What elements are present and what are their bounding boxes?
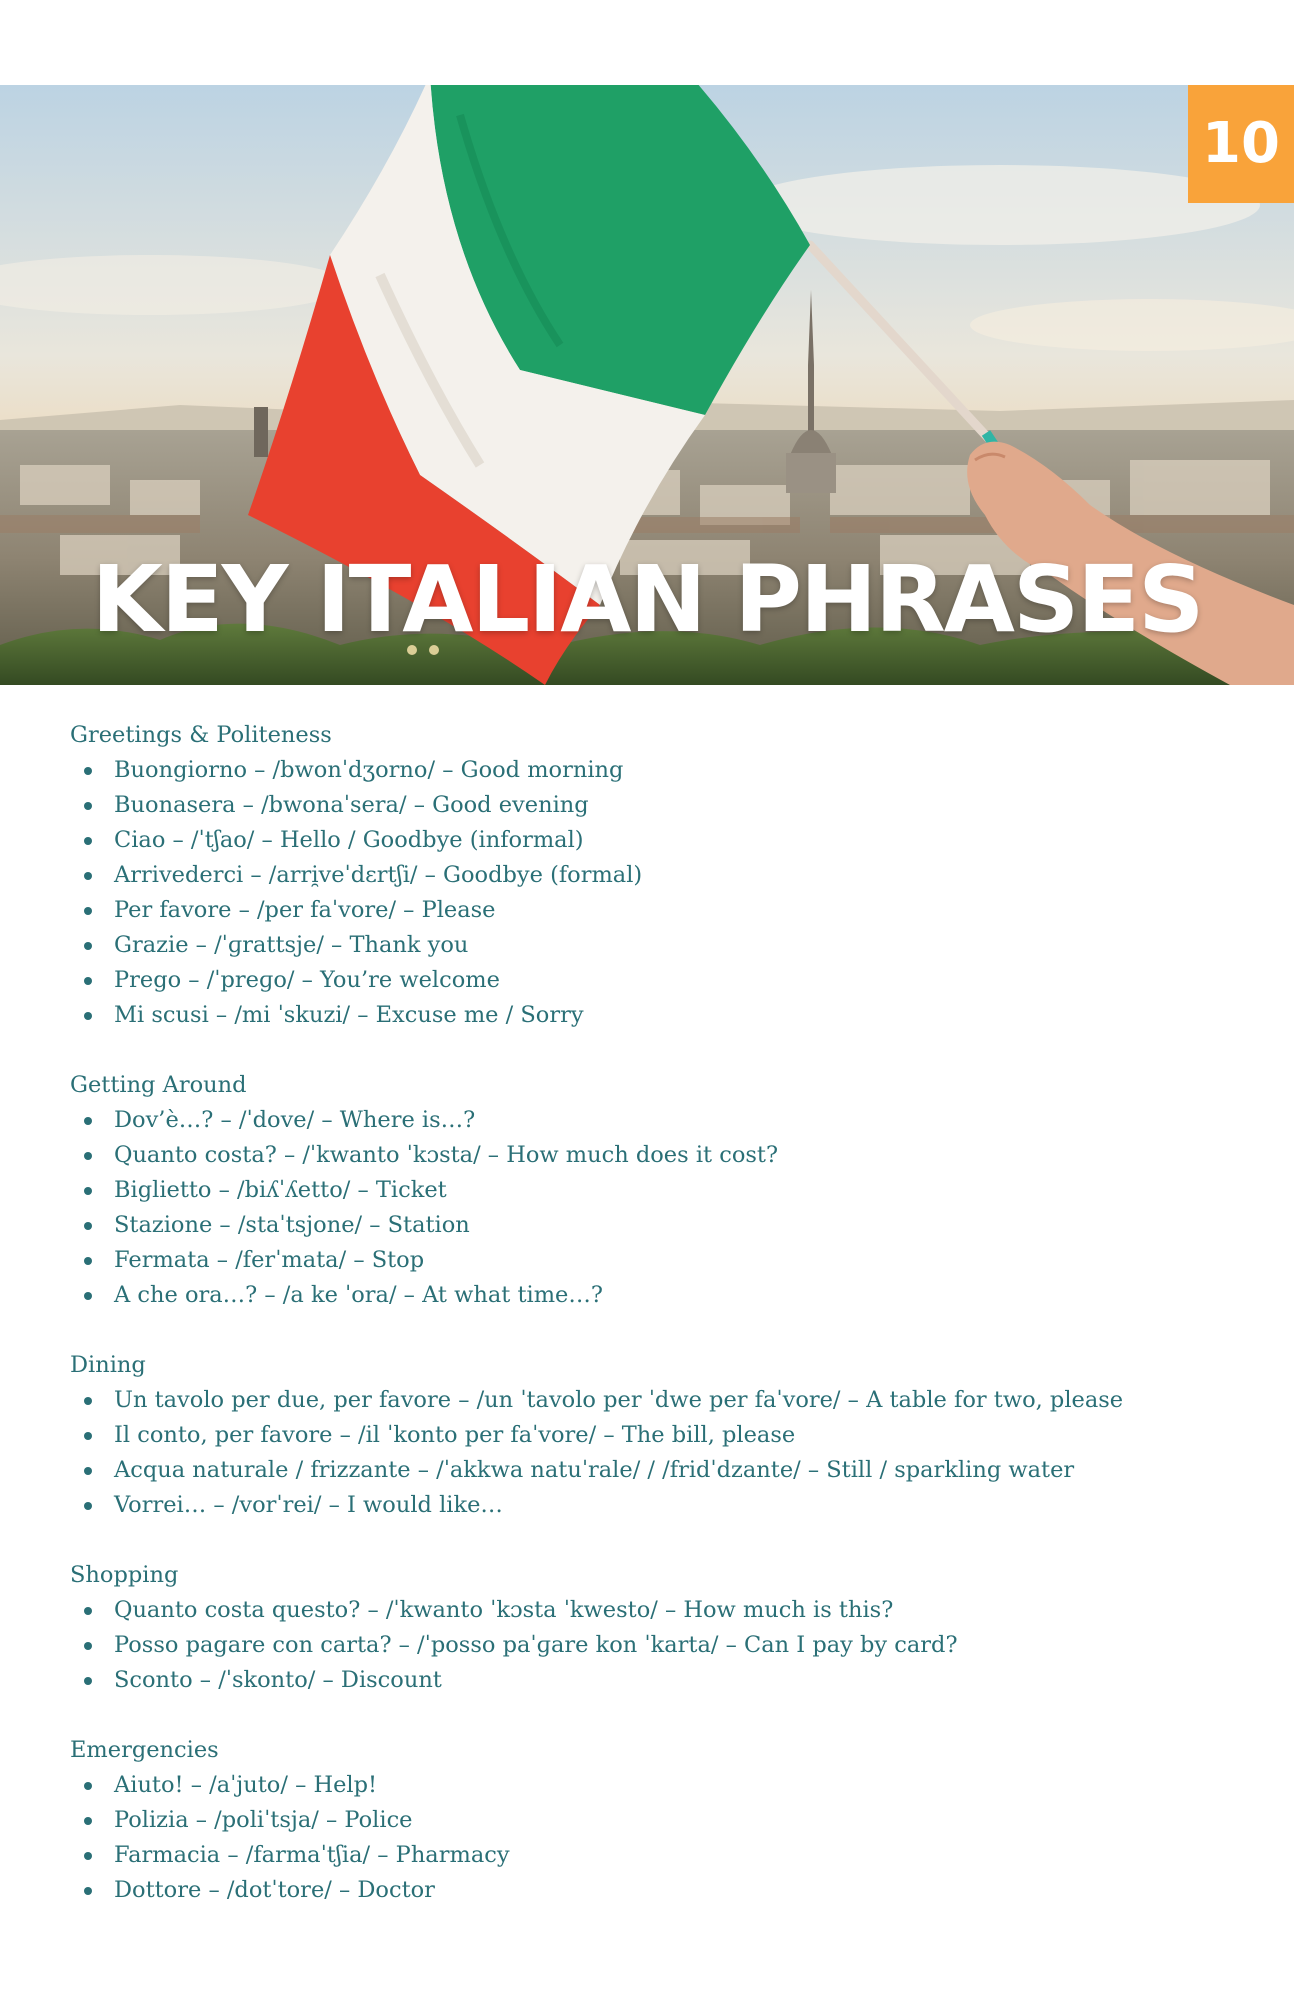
- list-item: [70, 1663, 1250, 1698]
- phrase-text: Quanto costa questo? – /ˈkwanto ˈkɔsta ˈkwesto/ – How much is this?: [114, 1597, 894, 1623]
- phrase-text: Dottore – /dotˈtore/ – Doctor: [114, 1877, 435, 1903]
- phrase-text: Biglietto – /biʎˈʎetto/ – Ticket: [114, 1177, 447, 1203]
- phrase-text: Dov’è…? – /ˈdove/ – Where is…?: [114, 1107, 476, 1133]
- phrase-text: Il conto, per favore – /il ˈkonto per faˈvore/ – The bill, please: [114, 1422, 796, 1448]
- bullet-icon: [84, 1432, 92, 1440]
- bullet-icon: [84, 1467, 92, 1475]
- bullet-icon: [84, 1502, 92, 1510]
- bullet-icon: [84, 1817, 92, 1825]
- phrase-text: Arrivederci – /arri̯veˈdɛrtʃi/ – Goodbye (formal): [114, 862, 643, 888]
- phrase-text: Un tavolo per due, per favore – /un ˈtavolo per ˈdwe per faˈvore/ – A table for two, please: [114, 1387, 1124, 1413]
- phrase-text: Aiuto! – /aˈjuto/ – Help!: [114, 1772, 378, 1798]
- bullet-icon: [84, 872, 92, 880]
- section-getting-around: [70, 1068, 1250, 1313]
- page-number-badge: 10: [1188, 85, 1294, 203]
- list-item: [70, 1803, 1250, 1838]
- bullet-icon: [84, 1222, 92, 1230]
- section-greetings: [70, 718, 1250, 1033]
- section-heading: Shopping: [70, 1562, 179, 1588]
- phrase-text: Prego – /ˈpreɡo/ – You’re welcome: [114, 967, 500, 993]
- list-item: [70, 823, 1250, 858]
- section-shopping: [70, 1558, 1250, 1698]
- phrase-text: Vorrei… – /vorˈrei/ – I would like…: [114, 1492, 503, 1518]
- bullet-icon: [84, 1887, 92, 1895]
- phrase-sections: [70, 718, 1250, 1943]
- bullet-icon: [84, 1117, 92, 1125]
- phrase-text: Stazione – /staˈtsjone/ – Station: [114, 1212, 470, 1238]
- phrase-list: [70, 1768, 1250, 1908]
- list-item: [70, 1278, 1250, 1313]
- bullet-icon: [84, 977, 92, 985]
- phrase-text: Mi scusi – /mi ˈskuzi/ – Excuse me / Sorry: [114, 1002, 584, 1028]
- list-item: [70, 1768, 1250, 1803]
- section-heading: Dining: [70, 1352, 146, 1378]
- bullet-icon: [84, 1642, 92, 1650]
- bullet-icon: [84, 1607, 92, 1615]
- section-heading: Emergencies: [70, 1737, 219, 1763]
- list-item: [70, 1138, 1250, 1173]
- bullet-icon: [84, 1397, 92, 1405]
- bullet-icon: [84, 1677, 92, 1685]
- section-dining: [70, 1348, 1250, 1523]
- phrase-list: [70, 1383, 1250, 1523]
- phrase-text: Grazie – /ˈɡrattsje/ – Thank you: [114, 932, 469, 958]
- list-item: [70, 963, 1250, 998]
- list-item: [70, 788, 1250, 823]
- phrase-list: [70, 753, 1250, 1033]
- list-item: [70, 1208, 1250, 1243]
- list-item: [70, 1453, 1250, 1488]
- list-item: [70, 1243, 1250, 1278]
- bullet-icon: [84, 942, 92, 950]
- list-item: [70, 998, 1250, 1033]
- section-emergencies: [70, 1733, 1250, 1908]
- phrase-text: Fermata – /ferˈmata/ – Stop: [114, 1247, 425, 1273]
- list-item: [70, 1593, 1250, 1628]
- page-title: KEY ITALIAN PHRASES: [91, 546, 1203, 653]
- section-heading: Greetings & Politeness: [70, 722, 332, 748]
- bullet-icon: [84, 837, 92, 845]
- bullet-icon: [84, 1187, 92, 1195]
- phrase-text: Farmacia – /farmaˈtʃia/ – Pharmacy: [114, 1842, 510, 1868]
- list-item: [70, 1873, 1250, 1908]
- bullet-icon: [84, 802, 92, 810]
- bullet-icon: [84, 1012, 92, 1020]
- list-item: [70, 1488, 1250, 1523]
- phrase-text: Sconto – /ˈskonto/ – Discount: [114, 1667, 442, 1693]
- bullet-icon: [84, 767, 92, 775]
- list-item: [70, 858, 1250, 893]
- list-item: [70, 928, 1250, 963]
- phrase-text: Ciao – /ˈtʃao/ – Hello / Goodbye (informal): [114, 827, 584, 853]
- phrase-text: Acqua naturale / frizzante – /ˈakkwa natuˈrale/ / /fridˈdzante/ – Still / sparkling water: [114, 1457, 1075, 1483]
- phrase-text: Buonasera – /bwonaˈsera/ – Good evening: [114, 792, 589, 818]
- bullet-icon: [84, 1292, 92, 1300]
- phrase-list: [70, 1103, 1250, 1313]
- phrase-text: Quanto costa? – /ˈkwanto ˈkɔsta/ – How much does it cost?: [114, 1142, 779, 1168]
- list-item: [70, 1418, 1250, 1453]
- list-item: [70, 753, 1250, 788]
- list-item: [70, 893, 1250, 928]
- bullet-icon: [84, 1257, 92, 1265]
- bullet-icon: [84, 1852, 92, 1860]
- phrase-text: Polizia – /poliˈtsja/ – Police: [114, 1807, 413, 1833]
- bullet-icon: [84, 1152, 92, 1160]
- phrase-list: [70, 1593, 1250, 1698]
- bullet-icon: [84, 907, 92, 915]
- phrase-text: A che ora…? – /a ke ˈora/ – At what time…?: [114, 1282, 603, 1308]
- phrase-text: Posso pagare con carta? – /ˈposso paˈɡare kon ˈkarta/ – Can I pay by card?: [114, 1632, 958, 1658]
- list-item: [70, 1103, 1250, 1138]
- bullet-icon: [84, 1782, 92, 1790]
- phrase-text: Per favore – /per faˈvore/ – Please: [114, 897, 496, 923]
- section-heading: Getting Around: [70, 1072, 247, 1098]
- list-item: [70, 1173, 1250, 1208]
- list-item: [70, 1628, 1250, 1663]
- list-item: [70, 1383, 1250, 1418]
- list-item: [70, 1838, 1250, 1873]
- phrase-text: Buongiorno – /bwonˈdʒorno/ – Good morning: [114, 757, 624, 783]
